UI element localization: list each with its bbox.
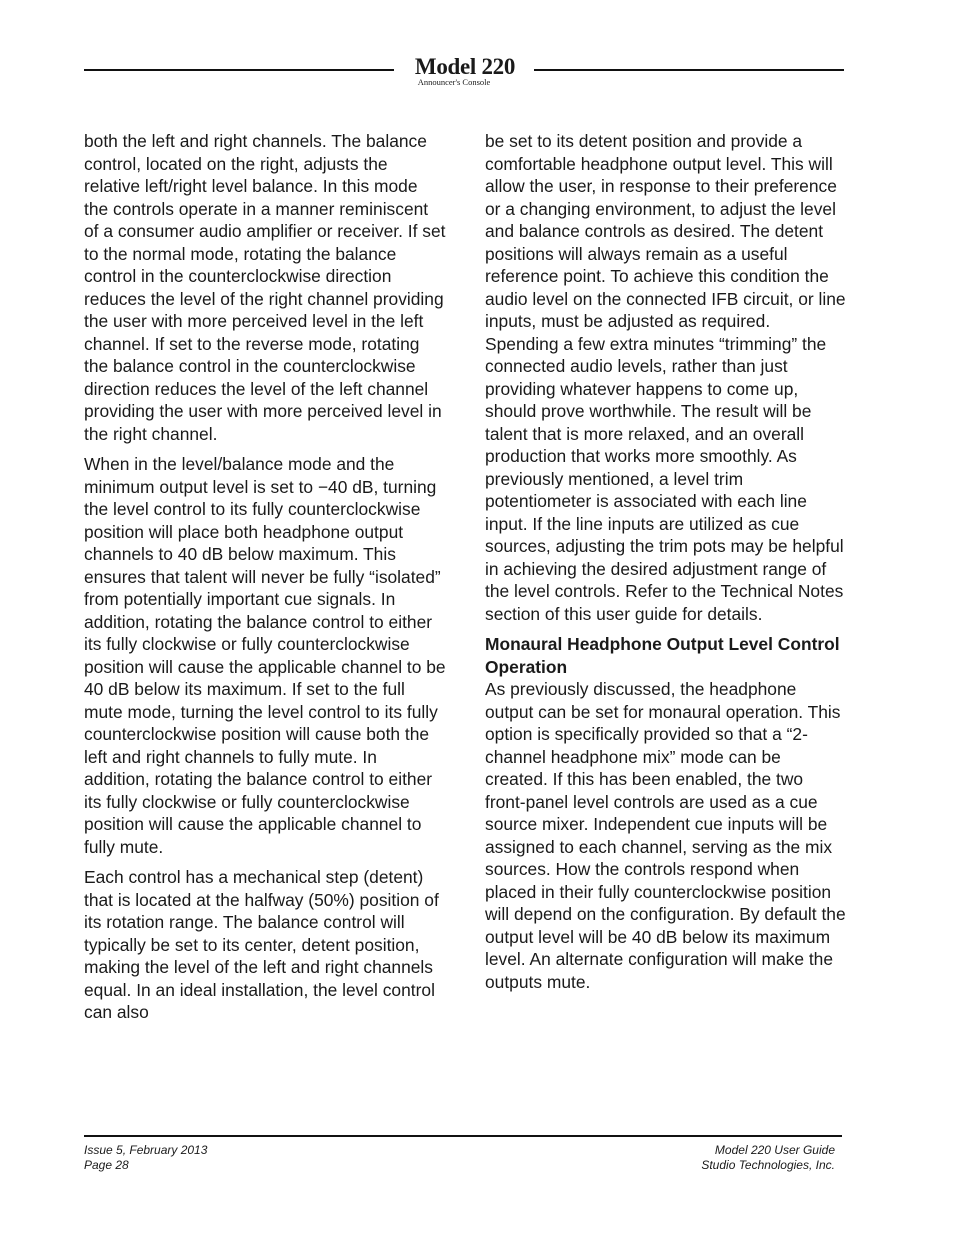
right-column	[485, 130, 847, 1001]
footer-page: Page 28	[84, 1158, 129, 1172]
footer-right	[701, 1143, 835, 1173]
header-rule-right	[534, 69, 844, 71]
left-column	[84, 130, 446, 1032]
footer-issue: Issue 5, February 2013	[84, 1143, 208, 1157]
footer-rule	[84, 1135, 842, 1137]
footer-company: Studio Technologies, Inc.	[701, 1158, 835, 1172]
footer-left	[84, 1143, 207, 1173]
right-paragraph-2: As previously discussed, the headphone output can be set for monaural operation. This option is specifically provided so that a “2-channel headphone mix” mode can be created. If this has been enabled, the two front-panel level controls are used as a cue source mixer. Independent cue inputs will be assigned to each channel, serving as the mix sources. How the controls respond when placed in their fully counterclockwise position will depend on the configuration. By default the output level will be 40 dB below its maximum level. An alternate configuration will make the outputs mute.	[485, 679, 846, 992]
header-subtitle: Announcer's Console	[417, 77, 491, 87]
left-paragraph-3: Each control has a mechanical step (detent) that is located at the halfway (50%) position of its rotation range. The balance control will typically be set to its center, detent position, making the level of the left and right channels equal. In an ideal installation, the level control can also	[84, 867, 439, 1022]
right-paragraph-1: be set to its detent position and provide a comfortable headphone output level. This will allow the user, in response to their preference or a changing environment, to adjust the level and balance controls as desired. The detent positions will always remain as a useful reference point. To achieve this condition the audio level on the connected IFB circuit, or line inputs, must be adjusted as required. Spending a few extra minutes “trimming” the connected audio levels, rather than just providing whatever happens to come up, should prove worthwhile. The result will be talent that is more relaxed, and an overall production that works more smoothly. As previously mentioned, a level trim potentiometer is associated with each line input. If the line inputs are utilized as cue sources, adjusting the trim pots may be helpful in achieving the desired adjustment range of the level controls. Refer to the Technical Notes section of this user guide for details.	[485, 131, 846, 624]
header-rule-left	[84, 69, 394, 71]
section-heading: Monaural Headphone Output Level Control Operation	[485, 634, 840, 677]
header-title: Model 220	[414, 54, 516, 79]
footer-guide: Model 220 User Guide	[714, 1143, 835, 1157]
left-paragraph-1: both the left and right channels. The balance control, located on the right, adjusts the relative left/right level balance. In this mode the controls operate in a manner reminiscent of a consumer audio amplifier or receiver. If set to the normal mode, rotating the balance control in the counterclockwise direction reduces the level of the right channel providing the user with more perceived level in the left channel. If set to the reverse mode, rotating the balance control in the counterclockwise direction reduces the level of the left channel providing the user with more perceived level in the right channel.	[84, 131, 446, 444]
left-paragraph-2: When in the level/balance mode and the minimum output level is set to −40 dB, turning the level control to its fully counterclockwise position will place both headphone output channels to 40 dB below maximum. This ensures that talent will never be fully “isolated” from potentially important cue signals. In addition, rotating the balance control to either its fully clockwise or fully counterclockwise position will cause the applicable channel to be 40 dB below its maximum. If set to the full mute mode, turning the level control to its fully counterclockwise position will cause both the left and right channels to fully mute. In addition, rotating the balance control to either its fully clockwise or fully counterclockwise position will cause the applicable channel to fully mute.	[84, 454, 446, 857]
